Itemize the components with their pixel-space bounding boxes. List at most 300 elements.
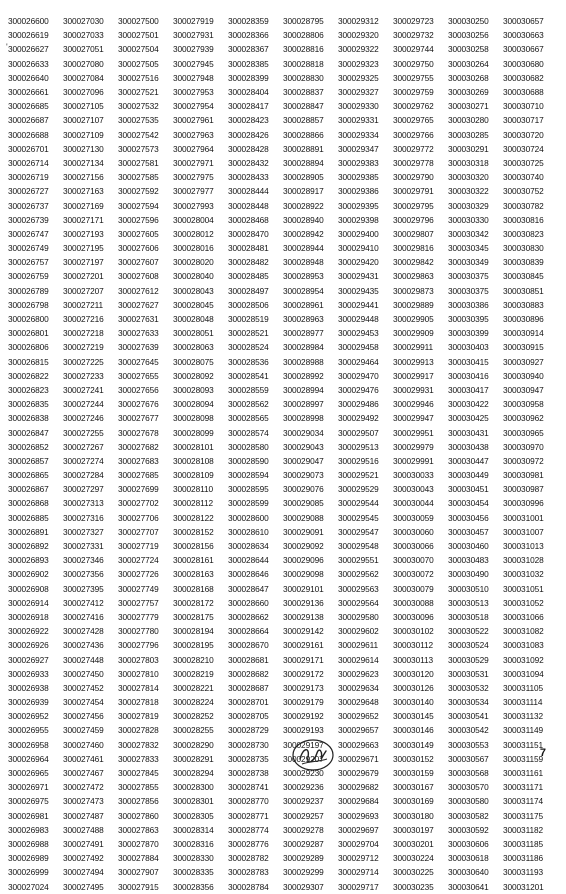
roll-number-cell: 300027460 xyxy=(63,739,104,750)
roll-number-cell: 300029905 xyxy=(393,314,434,325)
roll-number-cell: 300029796 xyxy=(393,214,434,225)
roll-number-cell: 300030454 xyxy=(448,498,489,509)
roll-number-cell: 300029648 xyxy=(338,697,379,708)
roll-number-cell: 300030415 xyxy=(448,356,489,367)
roll-number-cell: 300030342 xyxy=(448,228,489,239)
table-row xyxy=(8,113,558,127)
roll-number-cell: 300029101 xyxy=(283,583,324,594)
roll-number-cell: 300027428 xyxy=(63,626,104,637)
roll-number-cell: 300030640 xyxy=(448,867,489,878)
roll-number-cell: 300027656 xyxy=(118,384,159,395)
roll-number-cell: 300027084 xyxy=(63,72,104,83)
roll-number-cell: 300029289 xyxy=(283,853,324,864)
roll-number-cell: 300027454 xyxy=(63,697,104,708)
roll-number-cell: 300028806 xyxy=(283,30,324,41)
table-row xyxy=(8,525,558,539)
roll-number-cell: 300029744 xyxy=(393,44,434,55)
roll-number-cell: 300026908 xyxy=(8,583,49,594)
roll-number-cell: 300030522 xyxy=(448,626,489,637)
roll-number-cell: 300026955 xyxy=(8,725,49,736)
roll-number-cell: 300029230 xyxy=(283,768,324,779)
roll-number-cell: 300031032 xyxy=(503,569,544,580)
roll-number-cell: 300028094 xyxy=(173,399,214,410)
roll-number-cell: 300030965 xyxy=(503,427,544,438)
roll-number-cell: 300027195 xyxy=(63,243,104,254)
roll-number-cell: 300030830 xyxy=(503,243,544,254)
roll-number-cell: 300027105 xyxy=(63,101,104,112)
roll-number-cell: 300030724 xyxy=(503,143,544,154)
table-row xyxy=(8,709,558,723)
table-row xyxy=(8,865,558,879)
roll-number-cell: 300029544 xyxy=(338,498,379,509)
roll-number-cell: 300029611 xyxy=(338,640,379,651)
table-row xyxy=(8,553,558,567)
roll-number-cell: 300028774 xyxy=(228,824,269,835)
roll-number-cell: 300027516 xyxy=(118,72,159,83)
roll-number-cell: 300027964 xyxy=(173,143,214,154)
roll-number-cell: 300030126 xyxy=(393,682,434,693)
roll-number-cell: 300028730 xyxy=(228,739,269,750)
roll-number-cell: 300029142 xyxy=(283,626,324,637)
roll-number-cell: 300026965 xyxy=(8,768,49,779)
roll-number-cell: 300029602 xyxy=(338,626,379,637)
table-row xyxy=(8,468,558,482)
roll-number-cell: 300026939 xyxy=(8,697,49,708)
roll-number-cell: 300027581 xyxy=(118,157,159,168)
roll-number-cell: 300029237 xyxy=(283,796,324,807)
roll-number-cell: 300031159 xyxy=(503,753,544,764)
roll-number-cell: 300028580 xyxy=(228,441,269,452)
roll-number-cell: 300030449 xyxy=(448,470,489,481)
roll-number-cell: 300030582 xyxy=(448,810,489,821)
roll-number-cell: 300029909 xyxy=(393,328,434,339)
roll-number-cell: 300029521 xyxy=(338,470,379,481)
roll-number-cell: 300027971 xyxy=(173,157,214,168)
roll-number-cell: 300027682 xyxy=(118,441,159,452)
roll-number-cell: 300029684 xyxy=(338,796,379,807)
roll-number-cell: 300029441 xyxy=(338,299,379,310)
roll-number-cell: 300028367 xyxy=(228,44,269,55)
roll-number-cell: 300028770 xyxy=(228,796,269,807)
roll-number-cell: 300028385 xyxy=(228,58,269,69)
roll-number-cell: 300030460 xyxy=(448,541,489,552)
roll-number-cell: 300027832 xyxy=(118,739,159,750)
roll-number-cell: 300026933 xyxy=(8,668,49,679)
roll-number-cell: 300029679 xyxy=(338,768,379,779)
roll-number-cell: 300029564 xyxy=(338,597,379,608)
roll-number-cell: 300027856 xyxy=(118,796,159,807)
roll-number-cell: 300030851 xyxy=(503,285,544,296)
roll-number-cell: 300029435 xyxy=(338,285,379,296)
table-row xyxy=(8,326,558,340)
roll-number-cell: 300026600 xyxy=(8,16,49,27)
roll-number-cell: 300030070 xyxy=(393,555,434,566)
roll-number-cell: 300030438 xyxy=(448,441,489,452)
roll-number-cell: 300027612 xyxy=(118,285,159,296)
roll-number-cell: 300028961 xyxy=(283,299,324,310)
roll-number-cell: 300029545 xyxy=(338,512,379,523)
roll-number-cell: 300027267 xyxy=(63,441,104,452)
roll-number-cell: 300027645 xyxy=(118,356,159,367)
table-row xyxy=(8,823,558,837)
roll-number-cell: 300031013 xyxy=(503,541,544,552)
roll-number-cell: 300029257 xyxy=(283,810,324,821)
roll-number-cell: 300031175 xyxy=(503,810,544,821)
roll-number-cell: 300027939 xyxy=(173,44,214,55)
roll-number-cell: 300030417 xyxy=(448,384,489,395)
roll-number-cell: 300027448 xyxy=(63,654,104,665)
roll-number-cell: 300028662 xyxy=(228,611,269,622)
table-row xyxy=(8,652,558,666)
table-row xyxy=(8,723,558,737)
roll-number-cell: 300026891 xyxy=(8,526,49,537)
table-row xyxy=(8,369,558,383)
roll-number-cell: 300026823 xyxy=(8,384,49,395)
roll-number-cell: 300028942 xyxy=(283,228,324,239)
roll-number-cell: 300030510 xyxy=(448,583,489,594)
roll-number-cell: 300028988 xyxy=(283,356,324,367)
roll-number-cell: 300029161 xyxy=(283,640,324,651)
roll-number-cell: 300030399 xyxy=(448,328,489,339)
roll-number-cell: 300028664 xyxy=(228,626,269,637)
roll-number-cell: 300030146 xyxy=(393,725,434,736)
roll-number-cell: 300029693 xyxy=(338,810,379,821)
roll-number-cell: 300028168 xyxy=(173,583,214,594)
roll-number-cell: 300030641 xyxy=(448,881,489,892)
roll-number-cell: 300027828 xyxy=(118,725,159,736)
roll-number-cell: 300029807 xyxy=(393,228,434,239)
roll-number-cell: 300029431 xyxy=(338,271,379,282)
roll-number-cell: 300026627 xyxy=(8,44,49,55)
roll-number-cell: 300030451 xyxy=(448,484,489,495)
roll-number-cell: 300031114 xyxy=(503,697,543,708)
roll-number-cell: 300028953 xyxy=(283,271,324,282)
roll-number-cell: 300028172 xyxy=(173,597,214,608)
table-row xyxy=(8,780,558,794)
roll-number-cell: 300029547 xyxy=(338,526,379,537)
roll-number-cell: 300030235 xyxy=(393,881,434,892)
roll-number-cell: 300027211 xyxy=(63,299,104,310)
table-row xyxy=(8,99,558,113)
roll-number-cell: 300027803 xyxy=(118,654,159,665)
roll-number-cell: 300030033 xyxy=(393,470,434,481)
roll-number-cell: 300027608 xyxy=(118,271,159,282)
roll-number-cell: 300030940 xyxy=(503,370,544,381)
roll-number-cell: 300030720 xyxy=(503,129,544,140)
roll-number-cell: 300030529 xyxy=(448,654,489,665)
roll-number-cell: 300027395 xyxy=(63,583,104,594)
roll-number-cell: 300030740 xyxy=(503,172,544,183)
roll-number-cell: 300030112 xyxy=(393,640,434,651)
roll-number-cell: 300030403 xyxy=(448,342,489,353)
roll-number-cell: 300028646 xyxy=(228,569,269,580)
roll-number-cell: 300028776 xyxy=(228,838,269,849)
roll-number-cell: 300026975 xyxy=(8,796,49,807)
roll-number-cell: 300030159 xyxy=(393,768,434,779)
roll-number-cell: 300028782 xyxy=(228,853,269,864)
roll-number-cell: 300027915 xyxy=(118,881,159,892)
table-row xyxy=(8,340,558,354)
roll-number-cell: 300030987 xyxy=(503,484,544,495)
roll-number-cell: 300027702 xyxy=(118,498,159,509)
roll-number-cell: 300026922 xyxy=(8,626,49,637)
roll-number-cell: 300028485 xyxy=(228,271,269,282)
roll-number-cell: 300029765 xyxy=(393,115,434,126)
roll-number-cell: 300028687 xyxy=(228,682,269,693)
roll-number-cell: 300029179 xyxy=(283,697,324,708)
roll-number-cell: 300029563 xyxy=(338,583,379,594)
roll-number-cell: 300030416 xyxy=(448,370,489,381)
roll-number-cell: 300027130 xyxy=(63,143,104,154)
roll-number-cell: 300031083 xyxy=(503,640,544,651)
table-row xyxy=(8,57,558,71)
roll-number-cell: 300030320 xyxy=(448,172,489,183)
roll-number-cell: 300026798 xyxy=(8,299,49,310)
roll-number-cell: 300028404 xyxy=(228,87,269,98)
roll-number-cell: 300027313 xyxy=(63,498,104,509)
roll-number-cell: 300028506 xyxy=(228,299,269,310)
roll-number-cell: 300030568 xyxy=(448,768,489,779)
roll-number-cell: 300030542 xyxy=(448,725,489,736)
roll-number-cell: 300026857 xyxy=(8,455,49,466)
roll-number-cell: 300028905 xyxy=(283,172,324,183)
roll-number-cell: 300030883 xyxy=(503,299,544,310)
roll-number-cell: 300030570 xyxy=(448,782,489,793)
roll-number-cell: 300026847 xyxy=(8,427,49,438)
roll-number-cell: 300031066 xyxy=(503,611,544,622)
roll-number-cell: 300026801 xyxy=(8,328,49,339)
roll-number-cell: 300030752 xyxy=(503,186,544,197)
roll-number-cell: 300027327 xyxy=(63,526,104,537)
roll-number-cell: 300029717 xyxy=(338,881,379,892)
roll-number-cell: 300026815 xyxy=(8,356,49,367)
table-row xyxy=(8,837,558,851)
roll-number-cell: 300029043 xyxy=(283,441,324,452)
roll-number-cell: 300028610 xyxy=(228,526,269,537)
roll-number-cell: 300029171 xyxy=(283,654,324,665)
roll-number-cell: 300027631 xyxy=(118,314,159,325)
roll-number-cell: 300031171 xyxy=(503,782,544,793)
roll-number-cell: 300030349 xyxy=(448,257,489,268)
roll-number-cell: 300026688 xyxy=(8,129,49,140)
roll-number-cell: 300028984 xyxy=(283,342,324,353)
roll-number-cell: 300030592 xyxy=(448,824,489,835)
roll-number-cell: 300026619 xyxy=(8,30,49,41)
roll-number-cell: 300029420 xyxy=(338,257,379,268)
table-row xyxy=(8,170,558,184)
roll-number-cell: 300029076 xyxy=(283,484,324,495)
roll-number-cell: 300027814 xyxy=(118,682,159,693)
roll-number-cell: 300028917 xyxy=(283,186,324,197)
roll-number-cell: 300026918 xyxy=(8,611,49,622)
roll-number-cell: 300030167 xyxy=(393,782,434,793)
roll-number-cell: 300029778 xyxy=(393,157,434,168)
roll-number-cell: 300030845 xyxy=(503,271,544,282)
table-row xyxy=(8,567,558,581)
roll-number-cell: 300030088 xyxy=(393,597,434,608)
roll-number-cell: 300030258 xyxy=(448,44,489,55)
roll-number-cell: 300028004 xyxy=(173,214,214,225)
roll-number-cell: 300029762 xyxy=(393,101,434,112)
roll-number-cell: 300026964 xyxy=(8,753,49,764)
roll-number-cell: 300027818 xyxy=(118,697,159,708)
roll-number-cell: 300028161 xyxy=(173,555,214,566)
roll-number-cell: 300028163 xyxy=(173,569,214,580)
roll-number-cell: 300028682 xyxy=(228,668,269,679)
roll-number-cell: 300027255 xyxy=(63,427,104,438)
roll-number-cell: 300026988 xyxy=(8,838,49,849)
roll-number-cell: 300027156 xyxy=(63,172,104,183)
roll-number-cell: 300030688 xyxy=(503,87,544,98)
roll-number-cell: 300028963 xyxy=(283,314,324,325)
roll-number-cell: 300030970 xyxy=(503,441,544,452)
roll-number-cell: 300027412 xyxy=(63,597,104,608)
roll-number-cell: 300028110 xyxy=(173,484,214,495)
roll-number-cell: 300027472 xyxy=(63,782,104,793)
roll-number-cell: 300029085 xyxy=(283,498,324,509)
roll-number-cell: 300030318 xyxy=(448,157,489,168)
roll-number-cell: 300028045 xyxy=(173,299,214,310)
roll-number-cell: 300026981 xyxy=(8,810,49,821)
roll-number-cell: 300030201 xyxy=(393,838,434,849)
roll-number-cell: 300026727 xyxy=(8,186,49,197)
roll-number-cell: 300027218 xyxy=(63,328,104,339)
roll-number-cell: 300028894 xyxy=(283,157,324,168)
roll-number-cell: 300031201 xyxy=(503,881,544,892)
roll-number-cell: 300028994 xyxy=(283,384,324,395)
roll-number-cell: 300028521 xyxy=(228,328,269,339)
roll-number-cell: 300029327 xyxy=(338,87,379,98)
roll-number-cell: 300027051 xyxy=(63,44,104,55)
roll-number-cell: 300027284 xyxy=(63,470,104,481)
page-number: 7 xyxy=(539,747,546,759)
roll-number-cell: 300031161 xyxy=(503,768,544,779)
roll-number-cell: 300027331 xyxy=(63,541,104,552)
roll-number-cell: 300027459 xyxy=(63,725,104,736)
roll-number-cell: 300027134 xyxy=(63,157,104,168)
roll-number-cell: 300026701 xyxy=(8,143,49,154)
roll-number-cell: 300029712 xyxy=(338,853,379,864)
roll-number-cell: 300028738 xyxy=(228,768,269,779)
roll-number-cell: 300029772 xyxy=(393,143,434,154)
roll-number-cell: 300028020 xyxy=(173,257,214,268)
roll-number-cell: 300029448 xyxy=(338,314,379,325)
table-row xyxy=(8,312,558,326)
roll-number-cell: 300029951 xyxy=(393,427,434,438)
roll-number-cell: 300027473 xyxy=(63,796,104,807)
roll-number-cell: 300029278 xyxy=(283,824,324,835)
roll-number-cell: 300030102 xyxy=(393,626,434,637)
roll-number-cell: 300028356 xyxy=(173,881,214,892)
roll-number-cell: 300026868 xyxy=(8,498,49,509)
roll-number-cell: 300028255 xyxy=(173,725,214,736)
roll-number-cell: 300027963 xyxy=(173,129,214,140)
table-row xyxy=(8,596,558,610)
roll-number-cell: 300026835 xyxy=(8,399,49,410)
roll-number-cell: 300027436 xyxy=(63,640,104,651)
table-row xyxy=(8,269,558,283)
roll-number-cell: 300028998 xyxy=(283,413,324,424)
roll-number-cell: 300030667 xyxy=(503,44,544,55)
roll-number-cell: 300029322 xyxy=(338,44,379,55)
roll-number-cell: 300027592 xyxy=(118,186,159,197)
roll-number-cell: 300027535 xyxy=(118,115,159,126)
table-row xyxy=(8,440,558,454)
roll-number-cell: 300030375 xyxy=(448,285,489,296)
roll-number-cell: 300030580 xyxy=(448,796,489,807)
roll-number-cell: 300030322 xyxy=(448,186,489,197)
roll-number-cell: 300028594 xyxy=(228,470,269,481)
table-row xyxy=(8,454,558,468)
roll-number-cell: 300029453 xyxy=(338,328,379,339)
roll-number-cell: 300030059 xyxy=(393,512,434,523)
roll-number-cell: 300028156 xyxy=(173,541,214,552)
roll-number-cell: 300029331 xyxy=(338,115,379,126)
roll-number-cell: 300027870 xyxy=(118,838,159,849)
roll-number-cell: 300026867 xyxy=(8,484,49,495)
roll-number-cell: 300028705 xyxy=(228,711,269,722)
roll-number-cell: 300029312 xyxy=(338,16,379,27)
roll-number-cell: 300028524 xyxy=(228,342,269,353)
roll-number-cell: 300030043 xyxy=(393,484,434,495)
roll-number-cell: 300030915 xyxy=(503,342,544,353)
roll-number-cell: 300031186 xyxy=(503,853,544,864)
table-row xyxy=(8,383,558,397)
roll-number-cell: 300030717 xyxy=(503,115,544,126)
roll-number-cell: 300030431 xyxy=(448,427,489,438)
roll-number-cell: 300027573 xyxy=(118,143,159,154)
roll-number-cell: 300027860 xyxy=(118,810,159,821)
roll-number-cell: 300028109 xyxy=(173,470,214,481)
table-row xyxy=(8,397,558,411)
roll-number-cell: 300031182 xyxy=(503,824,544,835)
roll-number-cell: 300029614 xyxy=(338,654,379,665)
roll-number-cell: 300029766 xyxy=(393,129,434,140)
roll-number-cell: 300030513 xyxy=(448,597,489,608)
roll-number-cell: 300030113 xyxy=(393,654,434,665)
roll-number-cell: 300027919 xyxy=(173,16,214,27)
roll-number-cell: 300028783 xyxy=(228,867,269,878)
roll-number-cell: 300028590 xyxy=(228,455,269,466)
roll-number-cell: 300030152 xyxy=(393,753,434,764)
roll-number-cell: 300027080 xyxy=(63,58,104,69)
roll-number-cell: 300030947 xyxy=(503,384,544,395)
roll-number-cell: 300028634 xyxy=(228,541,269,552)
roll-number-cell: 300027596 xyxy=(118,214,159,225)
roll-number-cell: 300028948 xyxy=(283,257,324,268)
roll-number-cell: 300028099 xyxy=(173,427,214,438)
roll-number-cell: 300027487 xyxy=(63,810,104,821)
roll-number-cell: 300030567 xyxy=(448,753,489,764)
roll-number-cell: 300028816 xyxy=(283,44,324,55)
roll-number-cell: 300028051 xyxy=(173,328,214,339)
roll-number-cell: 300027685 xyxy=(118,470,159,481)
roll-number-cell: 300030169 xyxy=(393,796,434,807)
roll-number-cell: 300031052 xyxy=(503,597,544,608)
roll-number-cell: 300029755 xyxy=(393,72,434,83)
roll-number-cell: 300029791 xyxy=(393,186,434,197)
roll-number-cell: 300028433 xyxy=(228,172,269,183)
roll-number-cell: 300026714 xyxy=(8,157,49,168)
roll-number-cell: 300030782 xyxy=(503,200,544,211)
roll-number-cell: 300028330 xyxy=(173,853,214,864)
roll-number-cell: 300028992 xyxy=(283,370,324,381)
roll-number-cell: 300028063 xyxy=(173,342,214,353)
roll-number-cell: 300028122 xyxy=(173,512,214,523)
roll-number-cell: 300027109 xyxy=(63,129,104,140)
table-row xyxy=(8,681,558,695)
roll-number-cell: 300026852 xyxy=(8,441,49,452)
